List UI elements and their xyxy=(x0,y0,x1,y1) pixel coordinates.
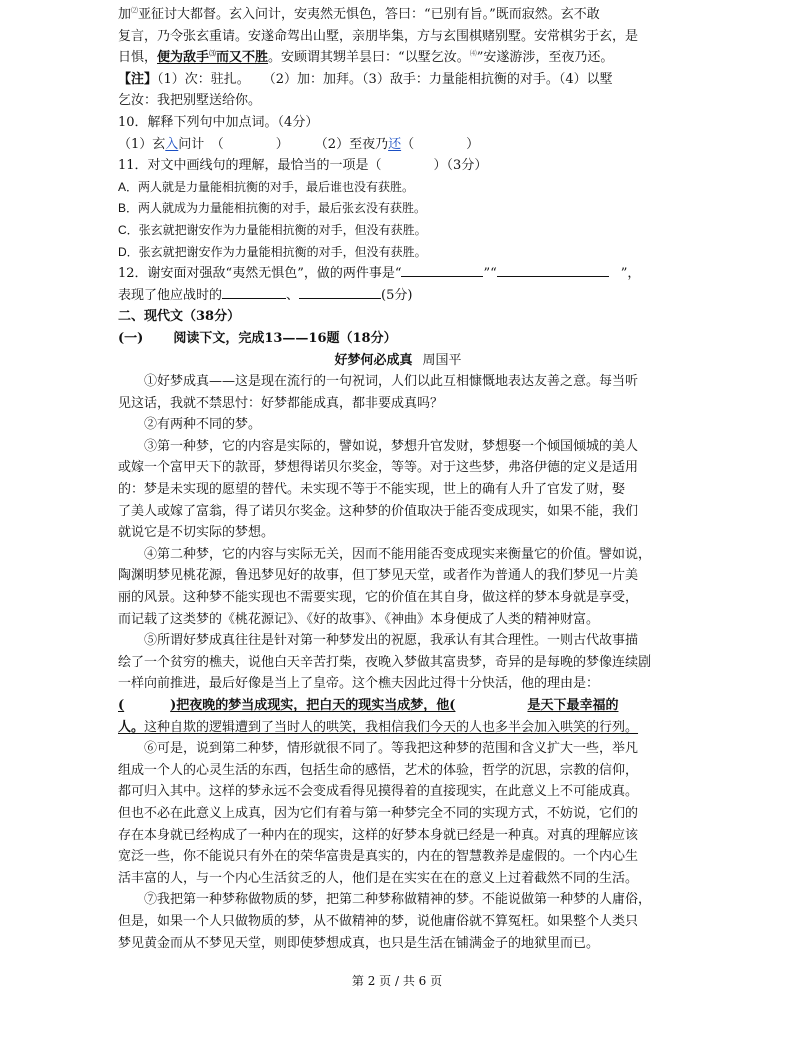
article-line: 但也不必在此意义上成真，因为它们有着与第一种梦完全不同的实现方式，不妨说，它们的 xyxy=(118,805,639,821)
text: 表现了他应战时的 xyxy=(118,287,223,303)
article-line: 都可归入其中。这样的梦永远不会变成看得见摸得着的直接现实，在此意义上不可能成真。 xyxy=(118,784,639,800)
article-body-part-1 xyxy=(118,371,678,695)
question-12-stem xyxy=(118,263,678,285)
author-name: 周国平 xyxy=(422,352,462,368)
text: 10．解释下列句中加点词。（4分） xyxy=(118,114,319,130)
text: 、 xyxy=(286,287,300,303)
text: 这种自欺的逻辑遭到了当时人的哄笑，我相信我们今天的人也多半会加入哄笑的行列。 xyxy=(144,719,639,735)
footnote-marker: ⑵ xyxy=(131,6,139,15)
article-line: 梦见黄金而从不梦见天堂，则即使梦想成真，也只是生活在铺满金子的地狱里而已。 xyxy=(118,935,600,951)
question-12-line-2 xyxy=(118,285,678,307)
text: C．张玄就把谢安作为力量能相抗衡的对手，但没有获胜。 xyxy=(118,222,427,237)
article-line: ②有两种不同的梦。 xyxy=(144,417,262,433)
text: A．两人就是力量能相抗衡的对手，最后谁也没有获胜。 xyxy=(118,179,415,194)
article-line: ①好梦成真——这是现在流行的一句祝词，人们以此互相慷慨地表达友善之意。每当听 xyxy=(144,374,639,390)
text: 阅读下文，完成13——16题（18分） xyxy=(173,330,397,346)
article-line: ④第二种梦，它的内容与实际无关，因而不能用能否变成现实来衡量它的价值。譬如说， xyxy=(144,546,652,562)
article-line: ③第一种梦，它的内容是实际的，譬如说，梦想升官发财，梦想娶一个倾国倾城的美人 xyxy=(144,438,639,454)
text: 二、现代文（38分） xyxy=(118,309,241,325)
classical-line-2 xyxy=(118,26,678,48)
text: 日惧， xyxy=(118,50,158,66)
text: 。安顾谓其甥羊昙曰：“以墅乞汝。 xyxy=(268,50,470,66)
article-line: 存在本身就已经构成了一种内在的现实，这样的好梦本身就已经是一种真。对真的理解应该 xyxy=(118,827,639,843)
text: B．两人就成为力量能相抗衡的对手，最后张玄没有获胜。 xyxy=(118,201,427,216)
answer-blank[interactable] xyxy=(401,263,483,277)
article-line: 了美人或嫁了富翁，得了诺贝尔奖金。这种梦的价值取决于能否变成现实，如果不能，我们 xyxy=(118,503,639,519)
notes-label: 【注】 xyxy=(118,71,158,87)
question-11-option-d xyxy=(118,242,678,264)
article-line: 活丰富的人，与一个内心生活贫乏的人，他们是在实实在在的意义上过着截然不同的生活。 xyxy=(118,870,639,886)
text: (一) xyxy=(118,330,144,346)
text: 便为敌手 xyxy=(157,50,210,66)
text: 人。 xyxy=(118,719,145,735)
page-content xyxy=(118,4,678,954)
classical-line-1 xyxy=(118,4,678,26)
section-heading xyxy=(118,306,678,328)
article-title xyxy=(118,350,678,372)
article-line: ⑥可是，说到第二种梦，情形就很不同了。等我把这种梦的范围和含义扩大一些，举凡 xyxy=(144,741,639,757)
answer-blank[interactable] xyxy=(299,285,381,299)
text: ”安遂游涉，至夜乃还。 xyxy=(476,50,614,66)
title-text: 好梦何必成真 xyxy=(334,352,413,368)
answer-blank[interactable] xyxy=(497,263,609,277)
blank-sentence-line-2 xyxy=(118,717,678,739)
text: ”“ xyxy=(483,266,497,282)
text: 而又不胜 xyxy=(216,50,269,66)
question-11-option-c xyxy=(118,220,678,242)
article-line: 但是，如果一个人只做物质的梦，从不做精神的梦，说他庸俗就不算冤枉。如果整个人类只 xyxy=(118,913,639,929)
text: （1）次：驻扎。 （2）加：加拜。（3）敌手：力量能相抗衡的对手。（4）以墅 xyxy=(157,71,613,87)
footnote-marker: ⑷ xyxy=(469,49,477,58)
text: 11．对文中画线句的理解，最恰当的一项是（ ）（3分） xyxy=(118,158,488,174)
article-line: 一样向前推进，最后好像是当上了皇帝。这个樵夫因此过得十分快活，他的理由是： xyxy=(118,676,600,692)
question-10-stem xyxy=(118,112,678,134)
text: ”， xyxy=(620,266,641,282)
article-line: 宽泛一些，你不能说只有外在的荣华富贵是真实的，内在的智慧教养是虚假的。一个内心生 xyxy=(118,849,639,865)
article-line: 见这话，我就不禁思忖：好梦都能成真，都非要成真吗？ xyxy=(118,395,444,411)
article-line: ⑤所谓好梦成真往往是针对第一种梦发出的祝愿，我承认有其合理性。一则古代故事描 xyxy=(144,633,639,649)
article-body-part-2 xyxy=(118,738,678,954)
text: （ ） xyxy=(401,136,480,152)
article-line: ⑦我把第一种梦称做物质的梦，把第二种梦称做精神的梦。不能说做第一种梦的人庸俗， xyxy=(144,892,652,908)
text: )把夜晚的梦当成现实，把白天的现实当成梦，他( xyxy=(170,698,456,713)
text: (5分) xyxy=(381,287,413,303)
classical-line-3 xyxy=(118,47,678,69)
text: 问计 （ ） （2）至夜乃 xyxy=(178,136,389,152)
text: （1）玄 xyxy=(118,136,166,152)
article-line: 就说它是不切实际的梦想。 xyxy=(118,525,275,541)
text: D．张玄就把谢安作为力量能相抗衡的对手，但没有获胜。 xyxy=(118,244,427,259)
article-line: 的：梦是未实现的愿望的替代。未实现不等于不能实现，世上的确有人升了官发了财，娶 xyxy=(118,482,626,498)
notes-line-1 xyxy=(118,69,678,91)
text: ( xyxy=(118,698,125,713)
text: 加 xyxy=(118,7,132,22)
text: 亚征讨大都督。玄入问计，安夷然无惧色，答曰：“已别有旨。”既而寂然。玄不敢 xyxy=(138,7,600,22)
underlined-sentence xyxy=(157,50,268,65)
article-line: 组成一个人的心灵生活的东西，包括生命的感悟，艺术的体验，哲学的沉思，宗教的信仰， xyxy=(118,762,639,778)
text: 12．谢安面对强敌“夷然无惧色”，做的两件事是“ xyxy=(118,266,402,282)
article-line: 或嫁一个富甲天下的款哥，梦想得诺贝尔奖金，等等。对于这些梦，弗洛伊德的定义是适用 xyxy=(118,460,639,476)
question-11-option-b xyxy=(118,198,678,220)
page-footer: 第 2 页 / 共 6 页 xyxy=(351,974,443,988)
notes-line-2 xyxy=(118,90,678,112)
question-10-items xyxy=(118,134,678,156)
article-line: 而记载了这类梦的《桃花源记》、《好的故事》、《神曲》本身便成了人类的精神财富。 xyxy=(118,611,600,627)
footnote-marker: ⑶ xyxy=(209,48,217,58)
question-11-stem xyxy=(118,155,678,177)
text: 复言，乃令张玄重请。安遂命驾出山墅，亲朋毕集，方与玄围棋赌别墅。安常棋劣于玄，是 xyxy=(118,28,639,44)
text: 是天下最幸福的 xyxy=(527,698,619,713)
article-line: 丽的风景。这种梦不能实现也不需要实现，它的价值在其自身，做这样的梦本身就是享受， xyxy=(118,590,639,606)
answer-blank[interactable] xyxy=(222,285,286,299)
text: 乞汝：我把别墅送给你。 xyxy=(118,93,262,109)
dotted-word: 还 xyxy=(388,136,402,152)
article-line: 绘了一个贫穷的樵夫，说他白天辛苦打柴，夜晚入梦做其富贵梦，奇异的是每晚的梦像连续剧 xyxy=(118,654,652,670)
blank-sentence-line-1 xyxy=(118,695,678,717)
question-11-option-a xyxy=(118,177,678,199)
subsection-heading xyxy=(118,328,678,350)
dotted-word: 入 xyxy=(165,136,179,152)
article-line: 陶渊明梦见桃花源，鲁迅梦见好的故事，但丁梦见天堂，或者作为普通人的我们梦见一片美 xyxy=(118,568,639,584)
